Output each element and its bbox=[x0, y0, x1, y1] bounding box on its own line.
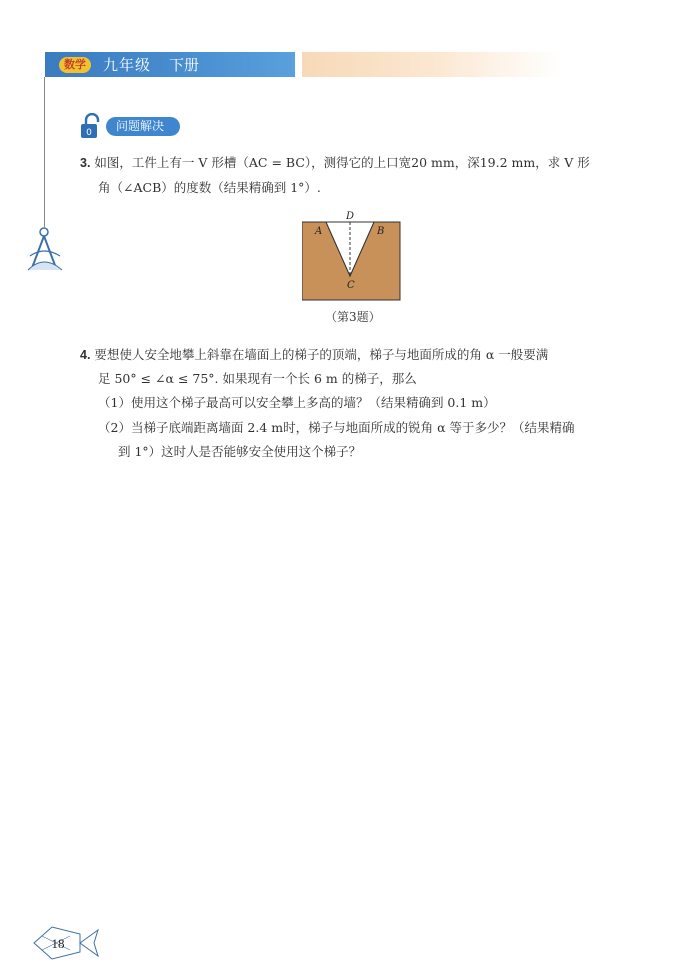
compass-icon bbox=[26, 226, 66, 272]
q3-line-2 bbox=[98, 178, 321, 196]
header-decor-band bbox=[302, 52, 562, 77]
figure-caption: （第3题） bbox=[325, 310, 381, 324]
q4-part-2-line-2 bbox=[118, 442, 361, 460]
svg-text:0: 0 bbox=[86, 128, 92, 138]
q4-part-2-text-1: （2）当梯子底端距离墙面 2.4 m时，梯子与地面所成的锐角 α 等于多少？（结果精确 bbox=[98, 420, 575, 435]
margin-rule bbox=[44, 77, 45, 227]
q4-line-2 bbox=[98, 369, 417, 387]
q4-number: 4. bbox=[80, 348, 91, 362]
subject-badge: 数学 bbox=[59, 57, 91, 73]
q3-text-1: 如图，工件上有一 V 形槽（AC = BC），测得它的上口宽20 mm，深19.2 mm，求 V 形 bbox=[94, 155, 590, 170]
q4-part-2-text-2: 到 1°）这时人是否能够安全使用这个梯子？ bbox=[118, 444, 362, 459]
grade-title: 九年级 bbox=[103, 56, 152, 74]
header-bar bbox=[45, 52, 295, 77]
q4-part-2-line-1 bbox=[98, 418, 575, 436]
page-number-badge bbox=[30, 924, 102, 962]
section-tag bbox=[80, 113, 180, 139]
label-d: D bbox=[346, 211, 355, 222]
q4-part-1 bbox=[98, 393, 496, 411]
label-c: C bbox=[347, 280, 355, 291]
q4-part-1-text: （1）使用这个梯子最高可以安全攀上多高的墙？（结果精确到 0.1 m） bbox=[98, 395, 496, 410]
q3-line-1 bbox=[80, 153, 590, 171]
page-number: 18 bbox=[51, 936, 65, 951]
section-label: 问题解决 bbox=[106, 117, 180, 136]
label-b: B bbox=[377, 226, 385, 237]
q4-text-1: 要想使人安全地攀上斜靠在墙面上的梯子的顶端，梯子与地面所成的角 α 一般要满 bbox=[94, 347, 549, 362]
v-groove-figure bbox=[302, 208, 402, 308]
label-a: A bbox=[315, 226, 323, 237]
q3-text-2: 角（∠ACB）的度数（结果精确到 1°）. bbox=[98, 180, 321, 195]
lock-icon bbox=[80, 113, 102, 139]
volume-label: 下册 bbox=[169, 56, 200, 74]
q4-line-1 bbox=[80, 345, 548, 363]
q3-number: 3. bbox=[80, 156, 91, 170]
q4-text-2: 足 50° ≤ ∠α ≤ 75°. 如果现有一个长 6 m 的梯子，那么 bbox=[98, 371, 417, 386]
